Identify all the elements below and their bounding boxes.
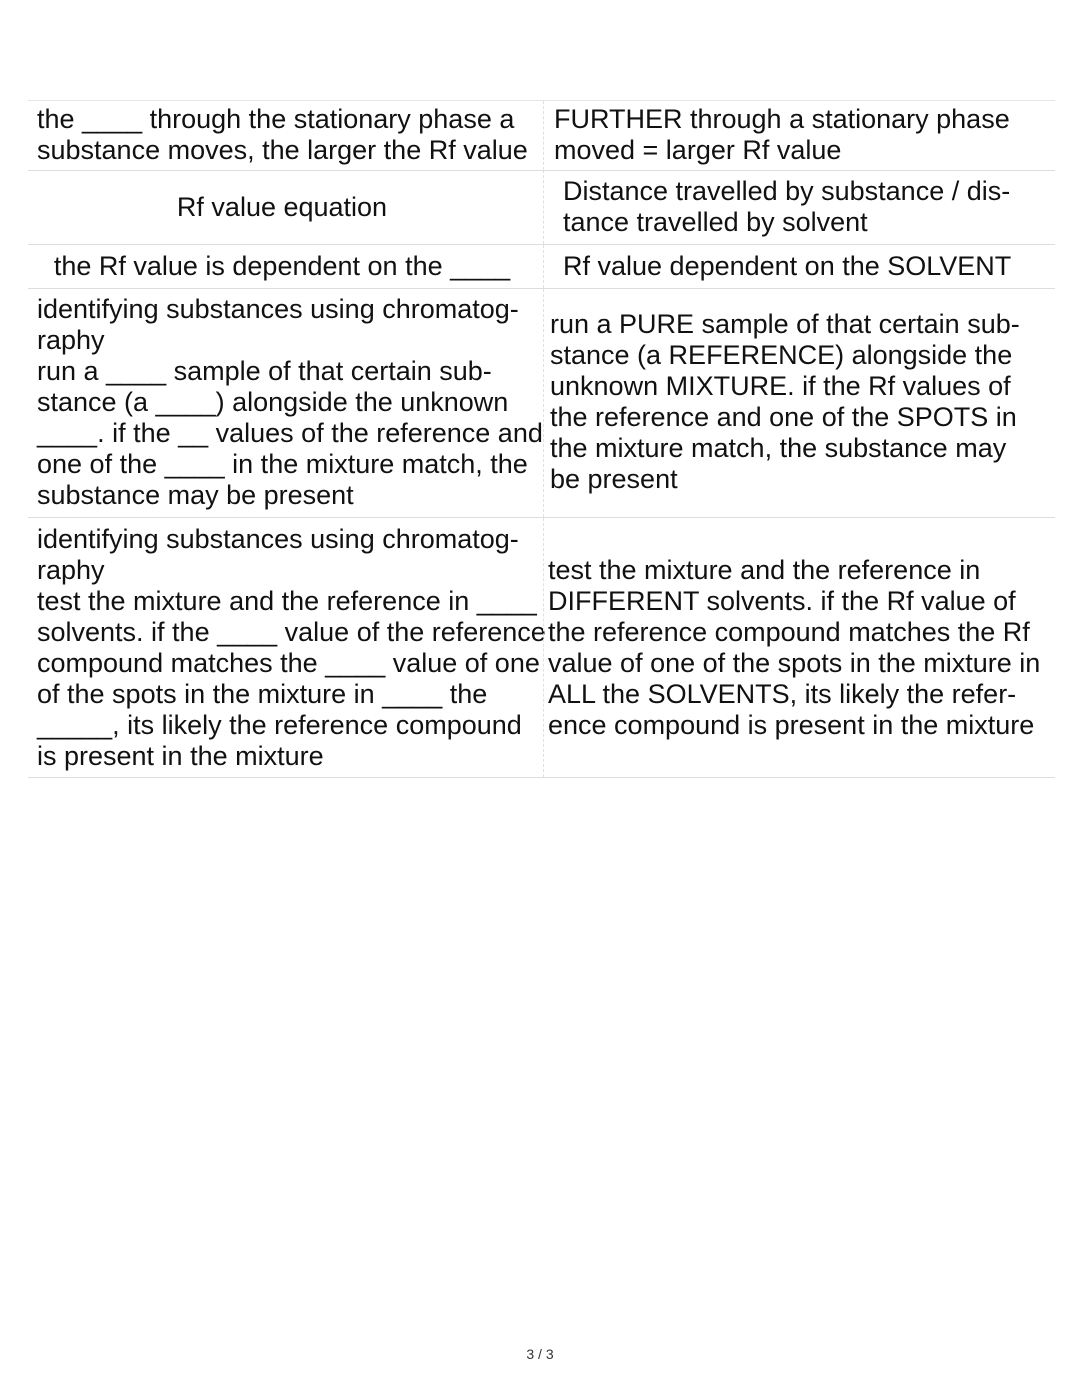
flashcard-term [28,170,536,244]
flashcard-definition [543,289,1055,517]
page-number: 3 / 3 [526,1346,554,1362]
term-line: the ____ through the stationary phase a [37,104,515,134]
term-line: of the spots in the mixture in ____ the [37,679,488,709]
definition-line: DIFFERENT solvents. if the Rf value of [548,586,1016,616]
term-line: identifying substances using chromatog- [37,294,519,324]
flashcard-row [28,518,1055,778]
flashcard-row [28,245,1055,289]
term-line: one of the ____ in the mixture match, the [37,449,528,479]
flashcard-row [28,100,1055,171]
term-line: is present in the mixture [37,741,324,771]
definition-line: the mixture match, the substance may [550,433,1007,463]
term-line: ____. if the __ values of the reference and [37,418,543,448]
definition-line: value of one of the spots in the mixture in [548,648,1041,678]
term-line: raphy [37,325,105,355]
definition-line: unknown MIXTURE. if the Rf values of [550,371,1011,401]
term-line: compound matches the ____ value of one [37,648,540,678]
term-line: raphy [37,555,105,585]
definition-line: be present [550,464,678,494]
definition-line: Distance travelled by substance / dis- [563,176,1011,206]
term-line: test the mixture and the reference in ____ [37,586,537,616]
term-line: the Rf value is dependent on the ____ [53,251,511,281]
flashcard-definition [543,170,1055,244]
definition-line: moved = larger Rf value [554,135,842,165]
definition-line: FURTHER through a stationary phase [554,104,1010,134]
term-line: solvents. if the ____ value of the reference [37,617,546,647]
definition-line: run a PURE sample of that certain sub- [550,309,1020,339]
term-line: Rf value equation [176,192,388,222]
definition-line: ALL the SOLVENTS, its likely the refer- [548,679,1017,709]
definition-line: stance (a REFERENCE) alongside the [550,340,1013,370]
flashcard-term [28,245,536,288]
definition-line: the reference and one of the SPOTS in [550,402,1017,432]
term-line: run a ____ sample of that certain sub- [37,356,492,386]
flashcard-definition [543,245,1055,288]
term-line: substance moves, the larger the Rf value [37,135,528,165]
definition-line: the reference compound matches the Rf [548,617,1030,647]
term-line: stance (a ____) alongside the unknown [37,387,509,417]
term-line: substance may be present [37,480,354,510]
term-line: identifying substances using chromatog- [37,524,519,554]
flashcard-definition [543,518,1055,777]
term-line: _____, its likely the reference compound [37,710,522,740]
definition-line: Rf value dependent on the SOLVENT [563,251,1012,281]
flashcard-term [28,289,543,517]
definition-line: ence compound is present in the mixture [548,710,1035,740]
flashcard-term [28,101,536,170]
definition-line: test the mixture and the reference in [548,555,981,585]
flashcard-term [28,518,546,777]
flashcard-row [28,170,1055,245]
definition-line: tance travelled by solvent [563,207,868,237]
flashcard-definition [543,101,1055,170]
flashcard-row [28,289,1055,518]
